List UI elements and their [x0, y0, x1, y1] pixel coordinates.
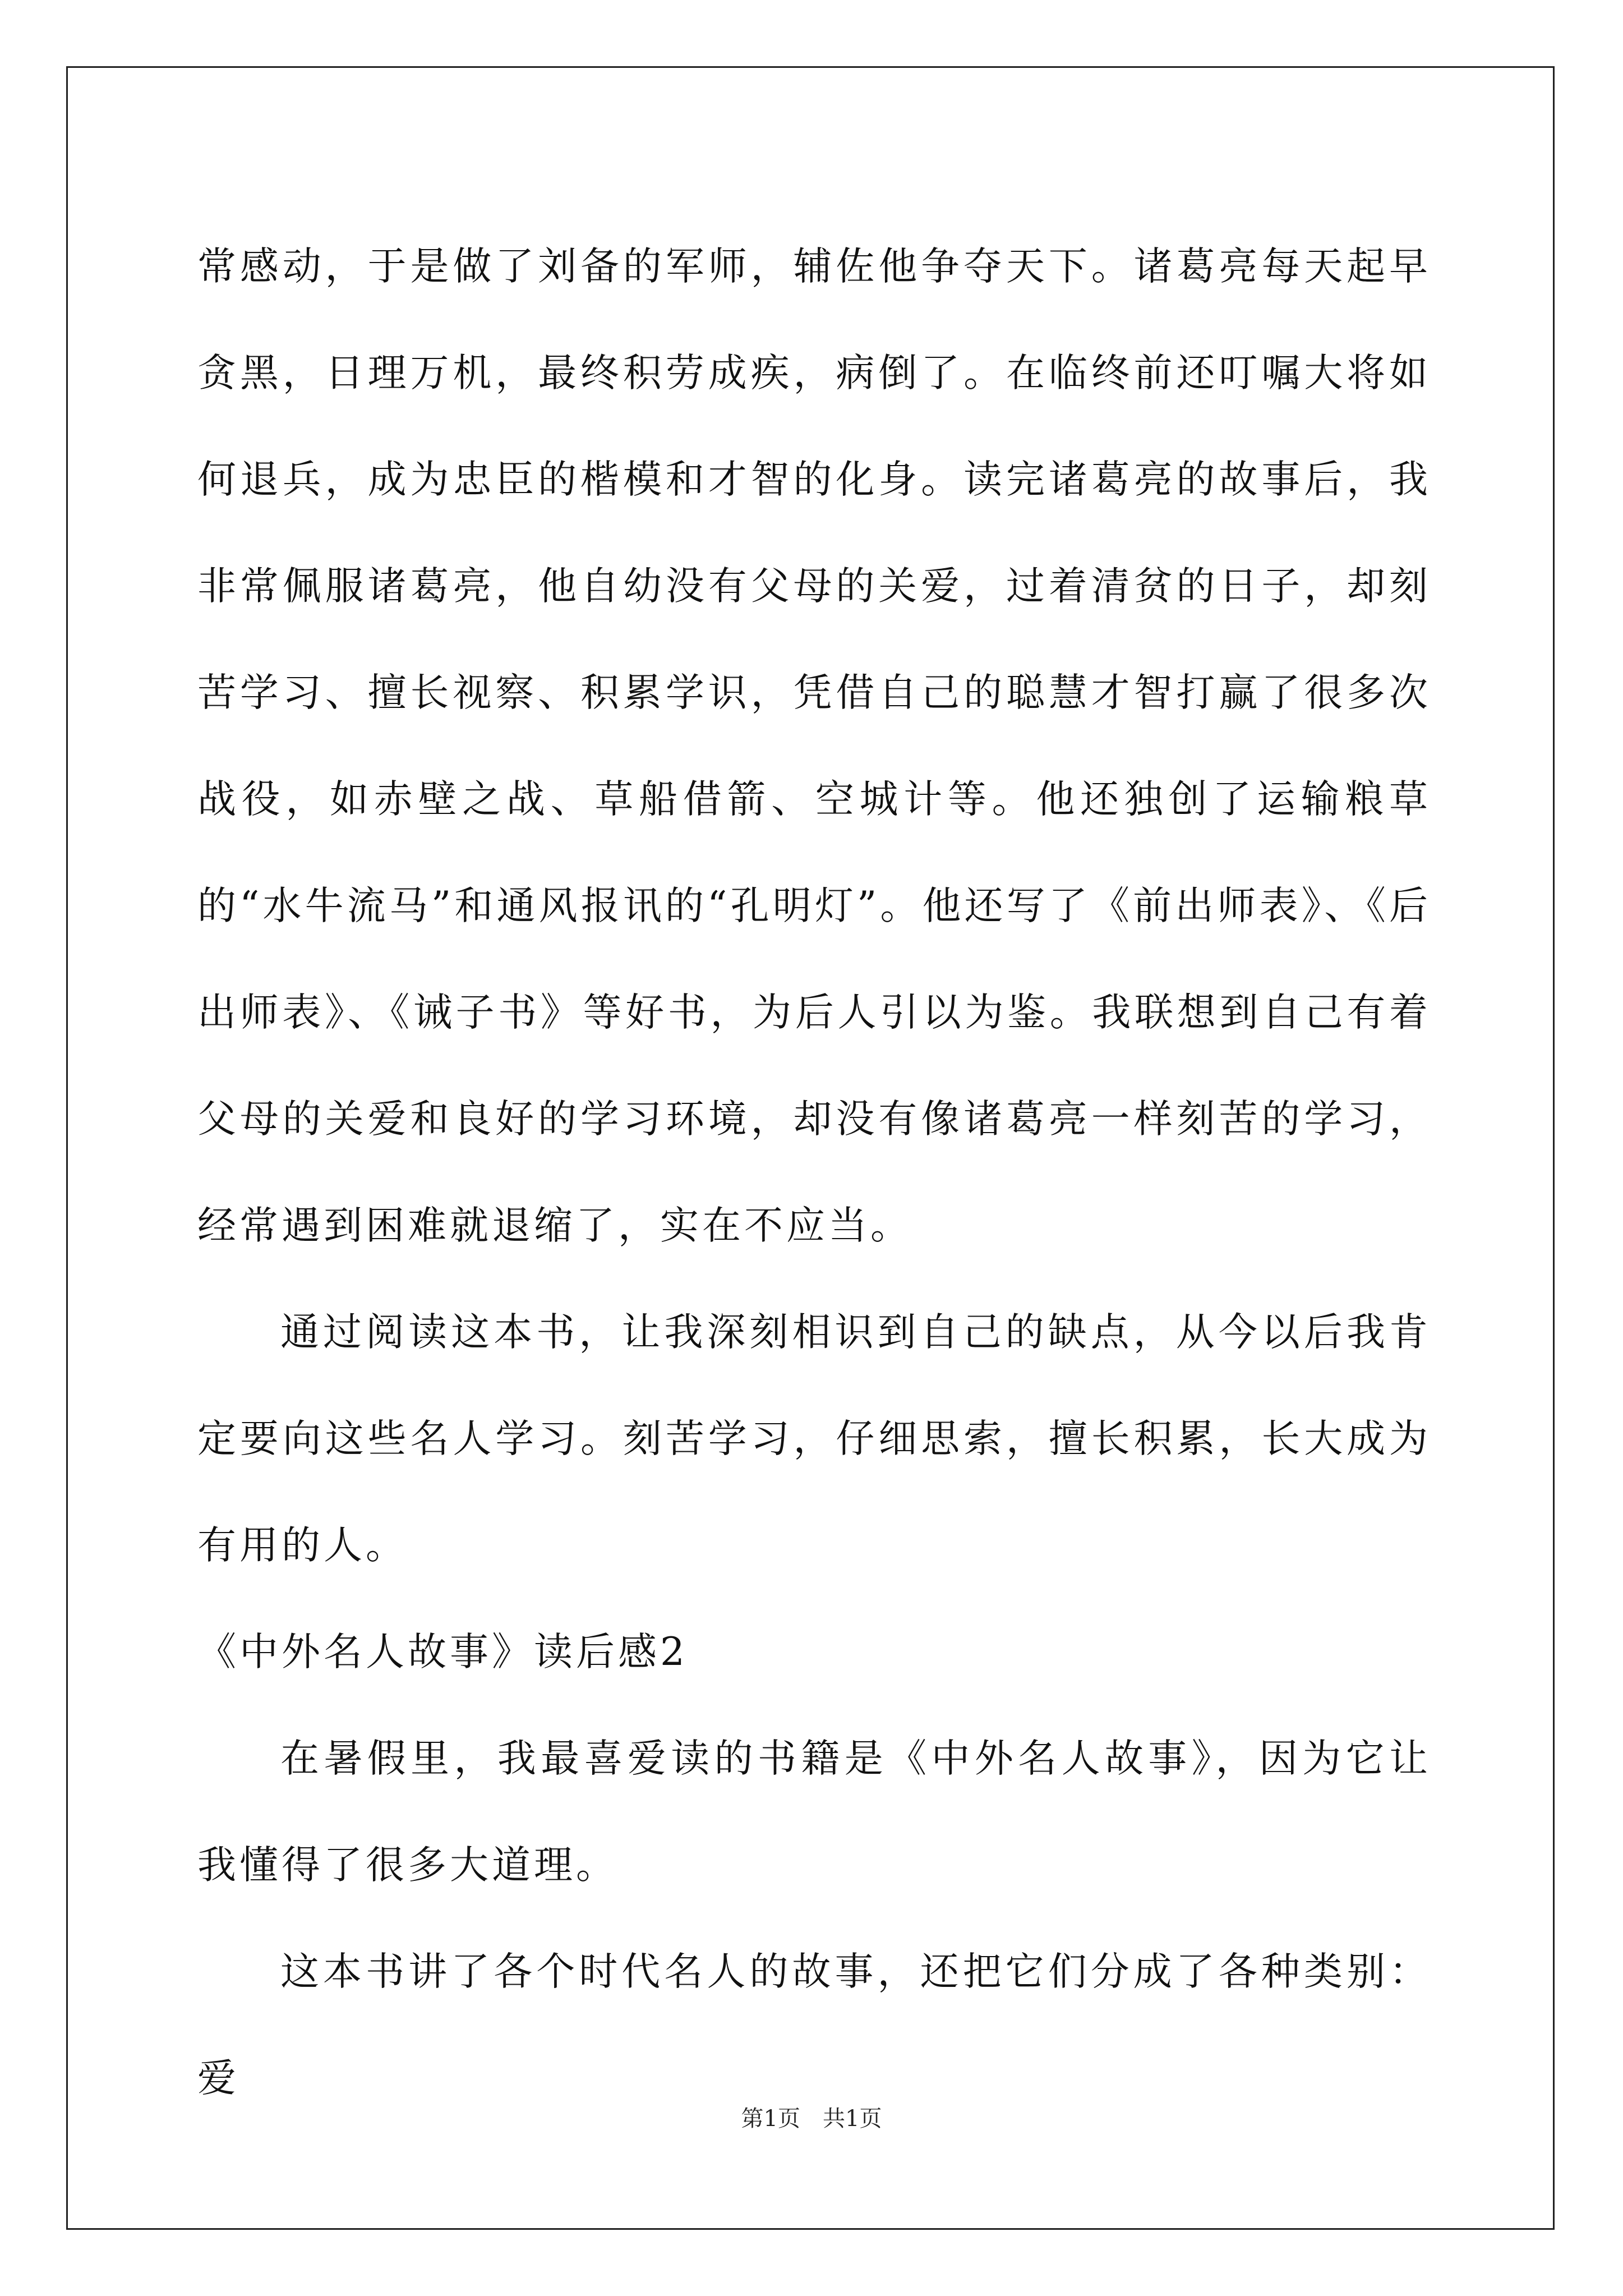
paragraph-3: 在暑假里，我最喜爱读的书籍是《中外名人故事》，因为它让我懂得了很多大道理。	[197, 1736, 1431, 1888]
paragraph-4: 这本书讲了各个时代名人的故事，还把它们分成了各种类别：爱	[197, 1949, 1431, 2101]
document-body	[197, 213, 1431, 2132]
paragraph-1: 常感动，于是做了刘备的军师，辅佐他争夺天下。诸葛亮每天起早贪黑，日理万机，最终积劳成疾，病倒了。在临终前还叮嘱大将如何退兵，成为忠臣的楷模和才智的化身。读完诸葛亮的故事后，我非常佩服诸葛亮，他自幼没有父母的关爱，过着清贫的日子，却刻苦学习、擅长视察、积累学识，凭借自己的聪慧才智打赢了很多次战役，如赤壁之战、草船借箭、空城计等。他还独创了运输粮草的“水牛流马”和通风报讯的“孔明灯”。他还写了《前出师表》、《后出师表》、《诫子书》等好书，为后人引以为鉴。我联想到自己有着父母的关爱和良好的学习环境，却没有像诸葛亮一样刻苦的学习，经常遇到困难就退缩了，实在不应当。	[197, 244, 1431, 1248]
paragraph-2: 通过阅读这本书，让我深刻相识到自己的缺点，从今以后我肯定要向这些名人学习。刻苦学习，仔细思索，擅长积累，长大成为有用的人。	[197, 1310, 1431, 1568]
section-heading: 《中外名人故事》读后感2	[197, 1630, 688, 1674]
page-footer: 第1页 共1页	[741, 2106, 882, 2132]
